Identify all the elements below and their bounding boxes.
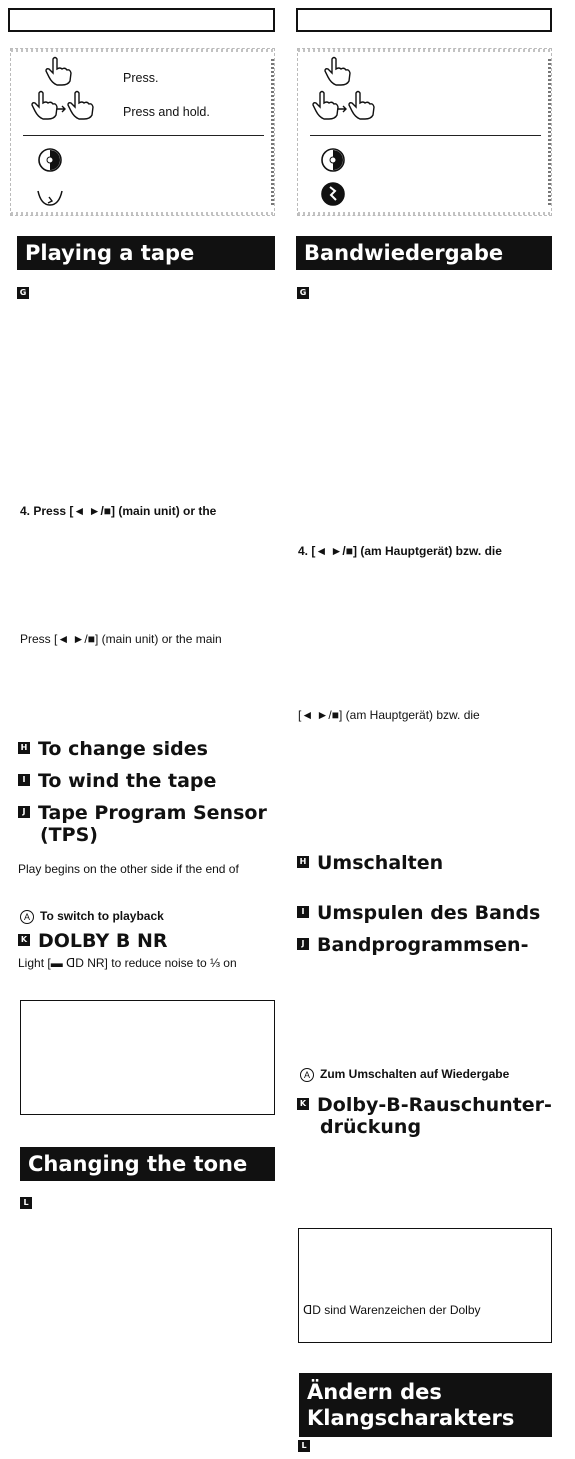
section-g-badge: G: [17, 287, 29, 299]
legend-panel-left: [10, 48, 275, 216]
umschalten-heading: H Umschalten: [297, 852, 443, 874]
dolby-heading-right-line2: drückung: [320, 1116, 422, 1138]
switch-to-playback-note: A To switch to playback: [20, 909, 164, 924]
top-box-left: [8, 8, 275, 32]
press-main-text-right: [◄ ►/■] (am Hauptgerät) bzw. die: [298, 708, 480, 722]
rotate-arrow-icon: [35, 187, 65, 209]
section-l-badge: L: [20, 1197, 32, 1209]
dolby-heading-right: K Dolby-B-Rauschunter-: [297, 1094, 552, 1116]
dolby-trademark-note: ᗡD sind Warenzeichen der Dolby: [303, 1303, 481, 1317]
note-box-left: [20, 1000, 275, 1115]
top-box-right: [296, 8, 552, 32]
step-4-text: 4. Press [◄ ►/■] (main unit) or the: [20, 504, 217, 518]
changing-the-tone-header: Changing the tone: [20, 1147, 275, 1181]
press-hold-hands-icon: [31, 89, 97, 123]
bandprogrammsensor-heading: J Bandprogrammsen-: [297, 934, 528, 956]
section-g-badge-right: G: [297, 287, 309, 299]
press-main-text: Press [◄ ►/■] (main unit) or the main: [20, 632, 222, 646]
play-begins-text: Play begins on the other side if the end of: [18, 862, 239, 876]
bandwiedergabe-header: Bandwiedergabe: [296, 236, 552, 270]
tps-heading-line2: (TPS): [40, 824, 98, 846]
press-hand-icon-right: [322, 55, 354, 87]
press-hold-hands-icon-right: [312, 89, 378, 123]
to-change-sides-heading: H To change sides: [18, 738, 208, 760]
legend-panel-right: [297, 48, 552, 216]
playing-a-tape-header: Playing a tape: [17, 236, 275, 270]
turn-dial-icon: [37, 147, 63, 173]
step-4-text-right: 4. [◄ ►/■] (am Hauptgerät) bzw. die: [298, 544, 502, 558]
umspulen-heading: I Umspulen des Bands: [297, 902, 540, 924]
note-box-right: [298, 1228, 552, 1343]
light-nr-text: Light [▬ ᗡD NR] to reduce noise to ⅓ on: [18, 956, 237, 970]
tps-heading: J Tape Program Sensor: [18, 802, 267, 824]
aendern-des-klangs-header: Ändern des Klangscharakters: [299, 1373, 552, 1437]
legend-press-hold-label: Press and hold.: [123, 105, 210, 119]
section-l-badge-right: L: [298, 1440, 310, 1452]
turn-dial-icon-right: [320, 147, 346, 173]
switch-to-playback-note-right: A Zum Umschalten auf Wiedergabe: [300, 1067, 509, 1082]
legend-press-label: Press.: [123, 71, 159, 85]
dolby-b-nr-heading: K DOLBY B NR: [18, 930, 167, 952]
to-wind-the-tape-heading: I To wind the tape: [18, 770, 216, 792]
press-hand-icon: [43, 55, 75, 87]
turn-dial-alt-icon-right: [320, 181, 346, 207]
